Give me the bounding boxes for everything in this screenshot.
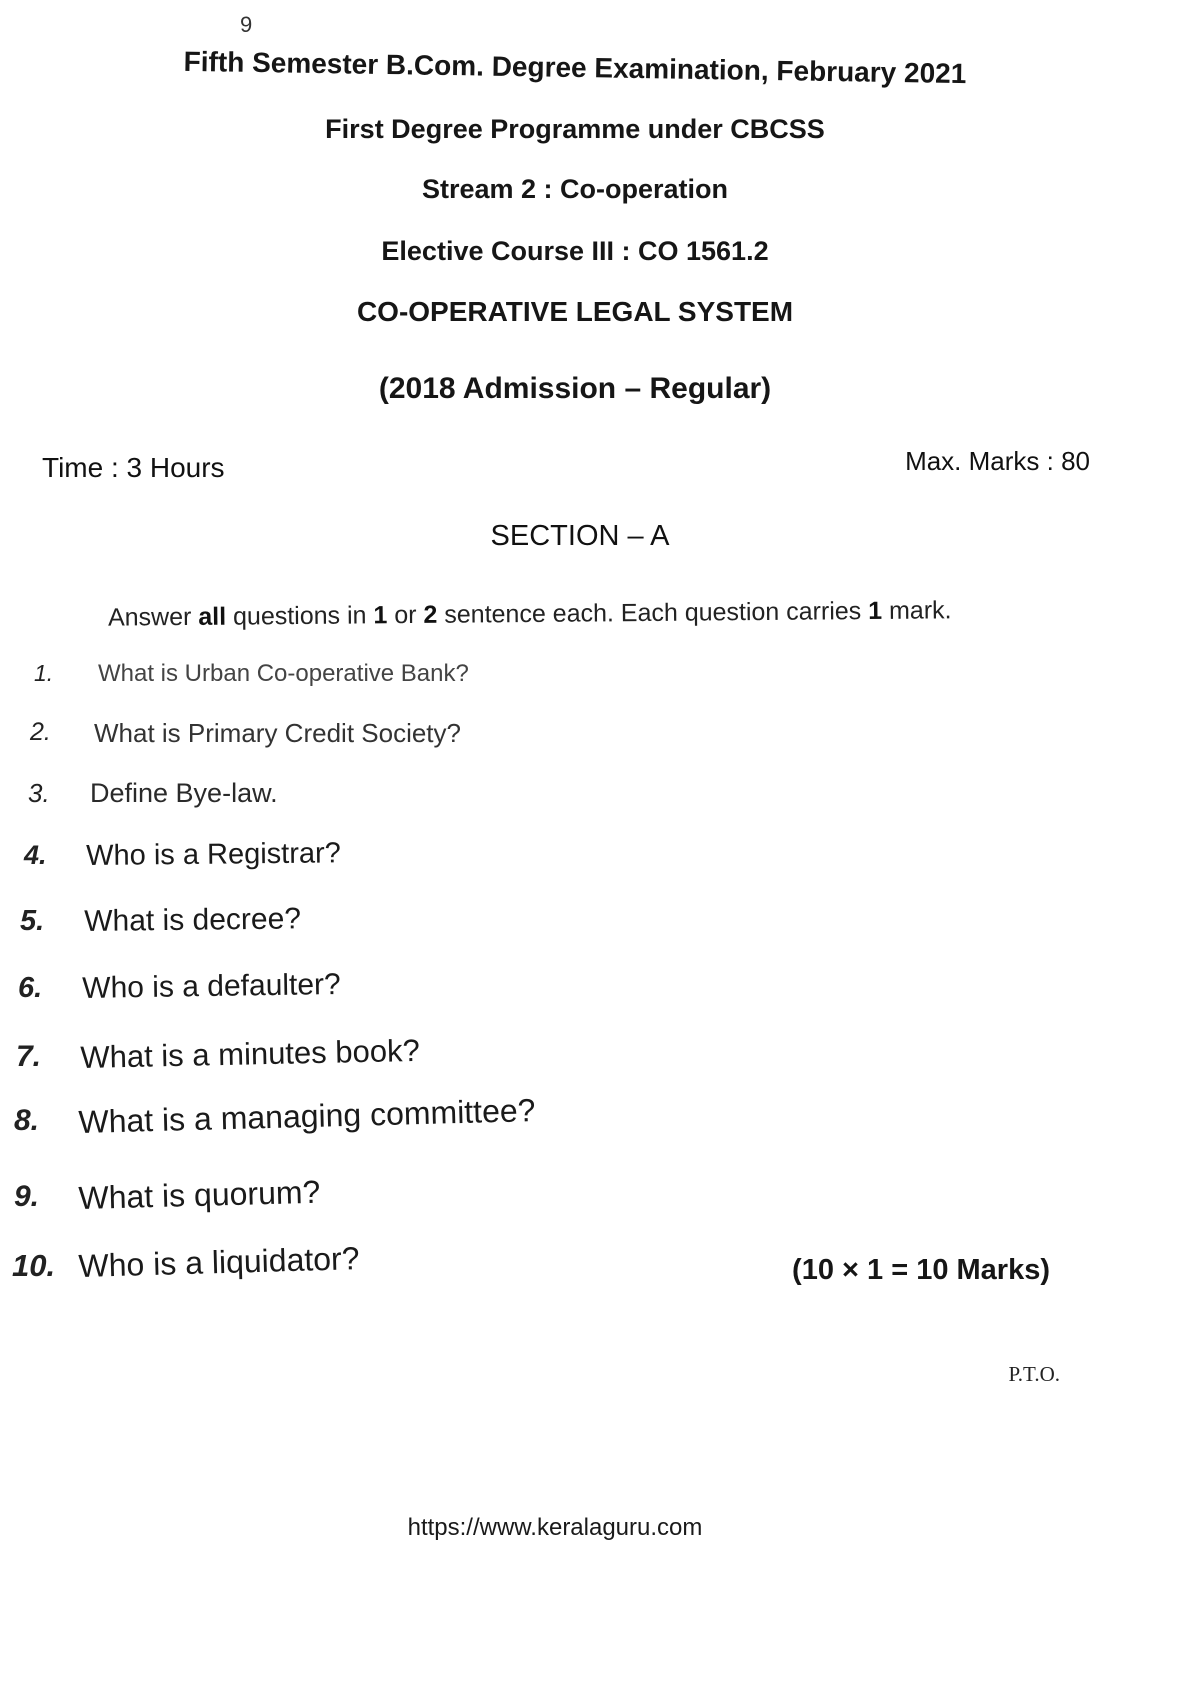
question-text: What is a minutes book? (80, 1032, 421, 1075)
admission-line: (2018 Admission – Regular) (378, 372, 772, 405)
pto-label: P.T.O. (1008, 1362, 1060, 1386)
question-number: 6. (18, 972, 43, 1004)
course-code-line: Elective Course III : CO 1561.2 (381, 236, 769, 266)
question-text: Who is a liquidator? (78, 1240, 360, 1284)
section-marks-total: (10 × 1 = 10 Marks) (792, 1254, 1050, 1286)
question-item (0, 1173, 800, 1220)
question-number: 2. (30, 718, 51, 746)
question-number: 5. (20, 905, 45, 937)
question-number: 10. (12, 1248, 56, 1283)
corner-mark: 9 (240, 12, 253, 37)
question-text: What is Urban Co-operative Bank? (98, 660, 469, 687)
question-text: Who is a Registrar? (86, 837, 341, 872)
question-item (0, 902, 800, 945)
question-item (0, 837, 800, 880)
question-item (0, 718, 800, 758)
question-item (0, 1092, 800, 1144)
section-instructions: Answer all questions in 1 or 2 sentence each. Each question carries 1 mark. (107, 596, 952, 632)
question-item (0, 1032, 800, 1080)
section-title: SECTION – A (490, 520, 670, 552)
programme-line: First Degree Programme under CBCSS (325, 114, 825, 144)
exam-title: Fifth Semester B.Com. Degree Examination, February 2021 (183, 45, 967, 90)
question-number: 4. (24, 840, 47, 870)
question-text: Define Bye-law. (90, 778, 278, 808)
question-text: What is decree? (84, 902, 302, 938)
stream-line: Stream 2 : Co-operation (421, 174, 729, 204)
question-number: 7. (16, 1040, 42, 1073)
question-text: What is quorum? (78, 1173, 321, 1216)
time-allowed: Time : 3 Hours (42, 452, 225, 483)
subject-title: CO-OPERATIVE LEGAL SYSTEM (356, 296, 794, 327)
question-number: 8. (14, 1104, 40, 1137)
question-number: 9. (14, 1180, 40, 1213)
question-item (0, 778, 800, 818)
question-text: What is Primary Credit Society? (94, 718, 461, 748)
question-text: Who is a defaulter? (82, 967, 341, 1005)
question-text: What is a managing committee? (78, 1092, 536, 1140)
question-item (0, 660, 800, 700)
question-item (0, 967, 800, 1012)
question-number: 3. (28, 778, 50, 808)
question-item (0, 1240, 800, 1288)
question-number: 1. (34, 660, 54, 686)
footer-url[interactable]: https://www.keralaguru.com (407, 1514, 703, 1541)
max-marks: Max. Marks : 80 (905, 446, 1090, 476)
